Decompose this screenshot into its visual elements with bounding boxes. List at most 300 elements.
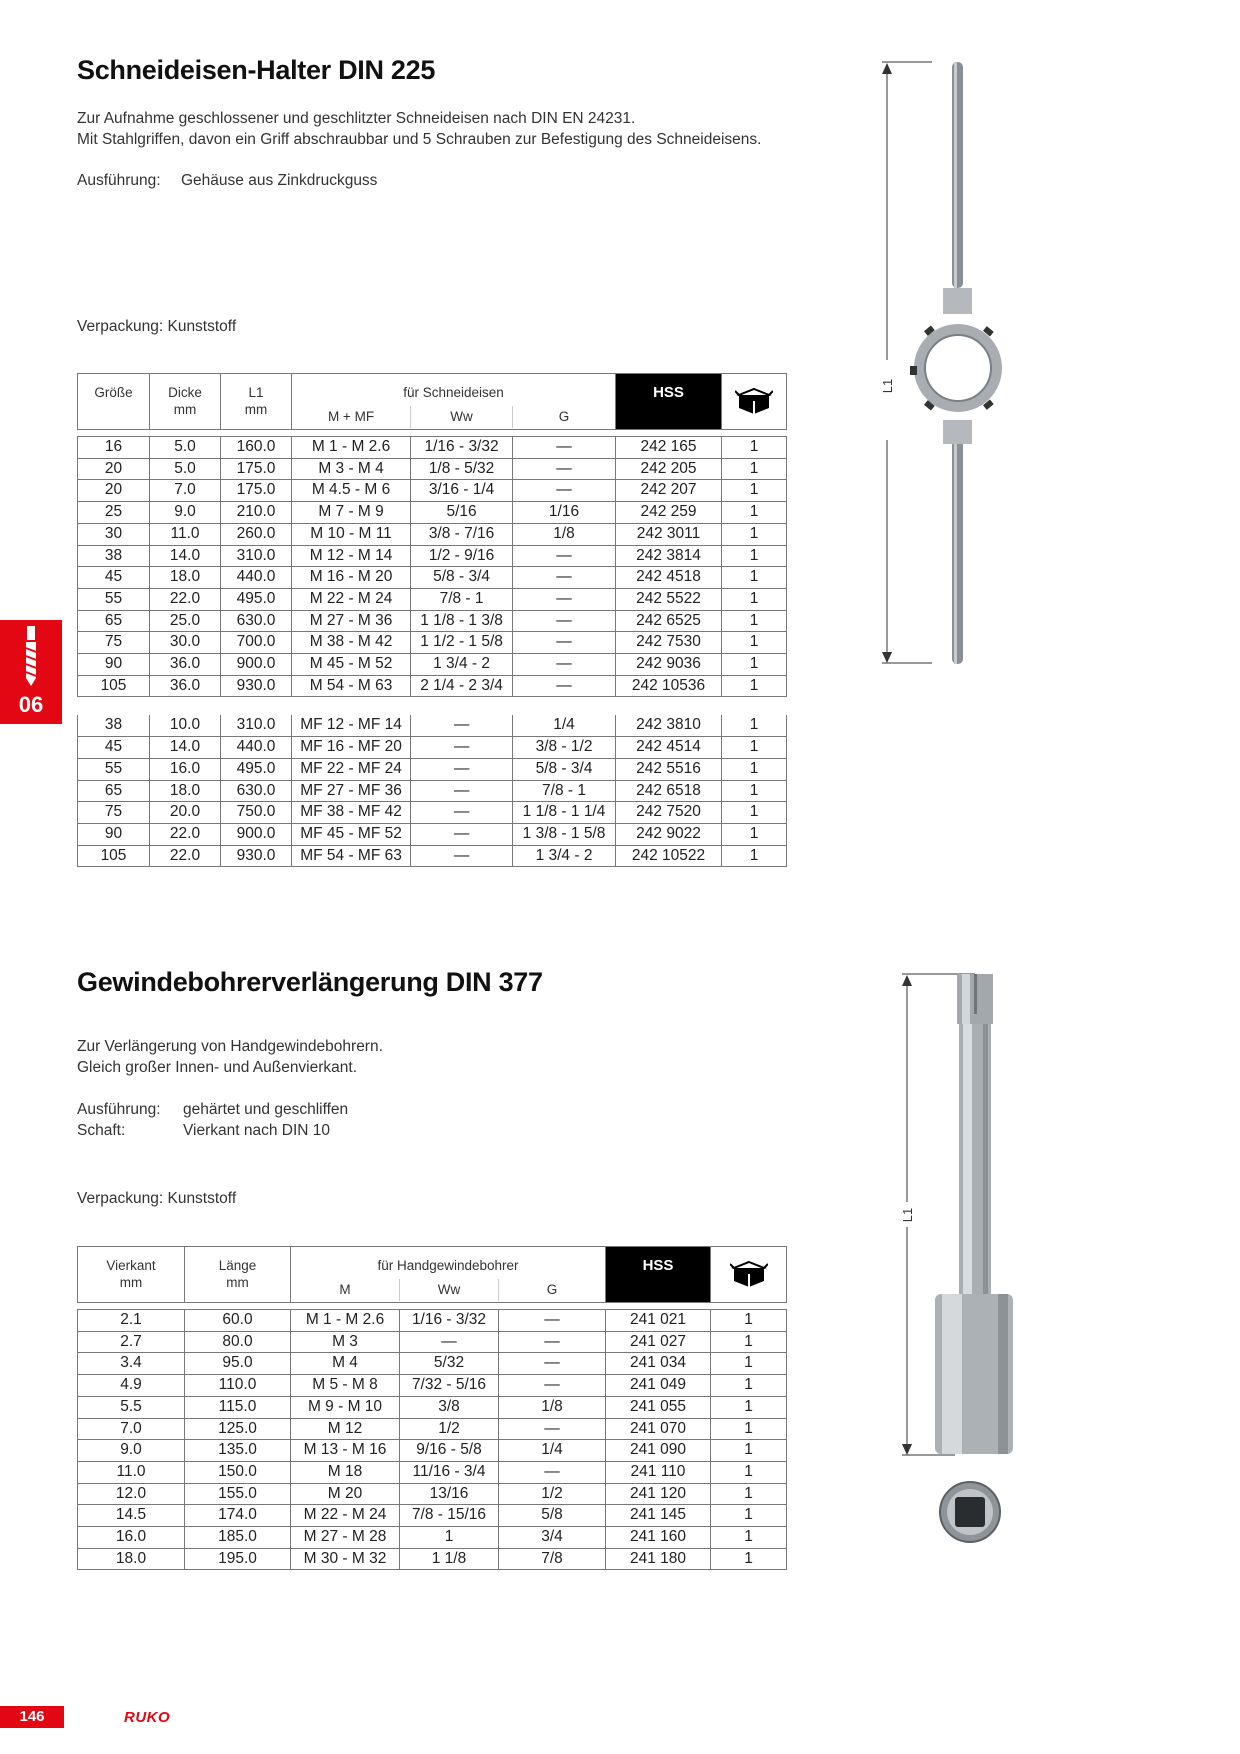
table-cell: M 9 - M 10 [291,1396,400,1418]
ausfuehrung-label: Ausführung: [77,172,161,189]
table-cell: 1 [722,567,787,589]
table-cell: 241 021 [606,1310,711,1332]
table-cell: 7.0 [78,1418,185,1440]
table-cell: 16.0 [78,1527,185,1549]
table-cell: 1 [722,802,787,824]
table-cell: 242 3814 [616,545,722,567]
table-cell: 1 1/8 - 1 1/4 [513,802,616,824]
table-cell: — [411,737,513,759]
table-cell: 65 [78,780,150,802]
chapter-number: 06 [18,692,44,717]
table-cell: 1/8 [513,523,616,545]
section1-table-mf-row [78,823,787,845]
col-header-thickness: Dicke mm [150,374,221,430]
table-cell: 80.0 [185,1331,291,1353]
table-cell: 1 [711,1353,787,1375]
table-cell: M 10 - M 11 [292,523,411,545]
table-cell: 90 [78,654,150,676]
table-cell: 242 10536 [616,675,722,697]
table-cell: 55 [78,758,150,780]
table-cell: 1 [722,523,787,545]
table-cell: 900.0 [221,823,292,845]
table-cell: 2.1 [78,1310,185,1332]
table-cell: 242 9022 [616,823,722,845]
table-cell: 241 090 [606,1440,711,1462]
table-cell: M 27 - M 36 [292,610,411,632]
table-cell: 14.0 [150,737,221,759]
col-header-l1: L1 mm [221,374,292,430]
table-cell: 242 207 [616,480,722,502]
table-cell: 242 7520 [616,802,722,824]
table-cell: 13/16 [400,1483,499,1505]
table-cell: M 45 - M 52 [292,654,411,676]
table-cell: — [498,1353,605,1375]
table-cell: 1 [711,1396,787,1418]
section1-table-row [78,523,787,545]
table-cell: 3/16 - 1/4 [411,480,513,502]
section2-table-row [78,1548,787,1570]
table-cell: 242 6518 [616,780,722,802]
table-cell: 105 [78,675,150,697]
table-cell: 241 027 [606,1331,711,1353]
table-cell: M 54 - M 63 [292,675,411,697]
section1-table-row [78,502,787,524]
table-cell: 1 [722,780,787,802]
table-cell: 5/8 - 3/4 [411,567,513,589]
table-cell: M 20 [291,1483,400,1505]
table-cell: M 3 - M 4 [292,458,411,480]
dim-label-l1: L1 [880,378,895,394]
table-cell: 241 120 [606,1483,711,1505]
table-cell: 5/8 [498,1505,605,1527]
table-cell: 242 10522 [616,845,722,867]
table-cell: 135.0 [185,1440,291,1462]
table-cell: M 4 [291,1353,400,1375]
table-cell: 38 [78,545,150,567]
table-cell: 930.0 [221,675,292,697]
table-cell: 242 205 [616,458,722,480]
table-cell: 241 160 [606,1527,711,1549]
table-cell: 160.0 [221,437,292,459]
section1-table-row [78,675,787,697]
table-cell: 1 [722,632,787,654]
section2-table-row [78,1505,787,1527]
col-header-square: Vierkant mm [78,1247,185,1303]
table-cell: 1 [722,737,787,759]
table-cell: M 13 - M 16 [291,1440,400,1462]
table-cell: 1 [722,715,787,736]
table-cell: 1 [722,502,787,524]
table-cell: 1 1/2 - 1 5/8 [411,632,513,654]
table-cell: 12.0 [78,1483,185,1505]
table-cell: 110.0 [185,1375,291,1397]
table-cell: 241 034 [606,1353,711,1375]
table-cell: 242 4514 [616,737,722,759]
table-cell: 25.0 [150,610,221,632]
table-cell: 1 [711,1310,787,1332]
table-cell: 242 7530 [616,632,722,654]
table-cell: 242 3810 [616,715,722,736]
table-cell: 1 [722,654,787,676]
table-cell: 310.0 [221,545,292,567]
section2-desc-line1: Zur Verlängerung von Handgewindebohrern. [77,1038,383,1055]
table-cell: 22.0 [150,588,221,610]
section2-table [77,1246,787,1570]
section1-table-mf-row [78,780,787,802]
section2-description [77,1036,383,1078]
table-cell: — [513,588,616,610]
table-cell: — [513,567,616,589]
table-cell: M 4.5 - M 6 [292,480,411,502]
package-box-icon [722,374,787,430]
table-cell: 310.0 [221,715,292,736]
table-cell: — [513,675,616,697]
section1-table-row [78,545,787,567]
table-cell: 242 5522 [616,588,722,610]
ausfuehrung-value-2: gehärtet und geschliffen [183,1101,349,1118]
table-cell: 75 [78,632,150,654]
table-cell: 242 259 [616,502,722,524]
col-header-g-2: G [546,1282,558,1297]
table-cell: — [513,458,616,480]
table-cell: 1 [711,1527,787,1549]
section1-table-row [78,610,787,632]
table-cell: M 1 - M 2.6 [291,1310,400,1332]
section1-table-mf-row [78,737,787,759]
table-cell: 1 [722,588,787,610]
table-cell: 1 [711,1483,787,1505]
table-cell: — [498,1461,605,1483]
table-cell: 5/16 [411,502,513,524]
table-cell: 45 [78,737,150,759]
section2-table-row [78,1353,787,1375]
table-cell: — [498,1310,605,1332]
table-cell: 1 [711,1331,787,1353]
table-cell: 1/16 - 3/32 [411,437,513,459]
table-cell: 242 3011 [616,523,722,545]
col-header-tap-group: für Handgewindebohrer M Ww G [291,1247,606,1303]
table-cell: 9.0 [150,502,221,524]
table-cell: M 38 - M 42 [292,632,411,654]
table-cell: 1 [722,610,787,632]
die-holder-drawing [860,60,1010,670]
section1-title: Schneideisen-Halter DIN 225 [77,55,436,85]
section2-table-row [78,1396,787,1418]
col-header-hss-2: HSS [606,1247,711,1303]
table-cell: — [513,654,616,676]
table-cell: 630.0 [221,780,292,802]
table-cell: MF 22 - MF 24 [292,758,411,780]
table-cell: 1 [711,1418,787,1440]
table-cell: 9/16 - 5/8 [400,1440,499,1462]
table-cell: 241 070 [606,1418,711,1440]
table-cell: 65 [78,610,150,632]
section1-table-row [78,458,787,480]
table-cell: 1 [711,1505,787,1527]
section1-table-row [78,654,787,676]
table-cell: — [513,480,616,502]
table-cell: — [513,632,616,654]
table-cell: 11.0 [150,523,221,545]
table-cell: 5.0 [150,437,221,459]
col-header-m-mf: M + MF [292,406,411,428]
table-cell: 155.0 [185,1483,291,1505]
table-cell: 115.0 [185,1396,291,1418]
section1-packaging: Verpackung: Kunststoff [77,318,237,335]
section2-desc-line2: Gleich großer Innen- und Außenvierkant. [77,1059,358,1076]
table-cell: 1 [400,1527,499,1549]
table-cell: 242 6525 [616,610,722,632]
section1-table-mf-row [78,758,787,780]
table-cell: 210.0 [221,502,292,524]
table-cell: 1/8 - 5/32 [411,458,513,480]
table-cell: 20.0 [150,802,221,824]
table-cell: 1 [722,480,787,502]
section1-table-row [78,480,787,502]
section2-table-row [78,1527,787,1549]
table-cell: 3/8 [400,1396,499,1418]
table-cell: 1 [722,675,787,697]
section2-table-row [78,1375,787,1397]
table-cell: 495.0 [221,758,292,780]
table-cell: 75 [78,802,150,824]
table-cell: 20 [78,480,150,502]
table-cell: 1/4 [498,1440,605,1462]
table-cell: 3.4 [78,1353,185,1375]
table-cell: — [513,610,616,632]
table-cell: 22.0 [150,845,221,867]
col-header-ww-2: Ww [400,1279,499,1301]
table-cell: — [411,715,513,736]
table-cell: M 16 - M 20 [292,567,411,589]
table-cell: 55 [78,588,150,610]
table-cell: M 12 - M 14 [292,545,411,567]
table-cell: 38 [78,715,150,736]
table-cell: M 7 - M 9 [292,502,411,524]
col-header-m: M [291,1279,400,1301]
section1-table-mf-row [78,802,787,824]
section1-table-row [78,588,787,610]
section2-table-row [78,1331,787,1353]
table-cell: — [498,1331,605,1353]
table-cell: — [411,845,513,867]
table-cell: 5/8 - 3/4 [513,758,616,780]
table-cell: MF 16 - MF 20 [292,737,411,759]
table-cell: 1 3/8 - 1 5/8 [513,823,616,845]
section2-header-row [78,1247,787,1303]
section1-header-row [78,374,787,430]
table-cell: 125.0 [185,1418,291,1440]
table-cell: 14.0 [150,545,221,567]
section2-specs [77,1099,348,1141]
table-cell: — [498,1418,605,1440]
table-cell: MF 38 - MF 42 [292,802,411,824]
table-cell: 36.0 [150,654,221,676]
table-cell: M 3 [291,1331,400,1353]
section1-desc-line2: Mit Stahlgriffen, davon ein Griff abschraubbar und 5 Schrauben zur Befestigung des Schneideisens. [77,131,762,148]
table-cell: 750.0 [221,802,292,824]
table-cell: 630.0 [221,610,292,632]
table-cell: 18.0 [150,567,221,589]
table-cell: 7.0 [150,480,221,502]
ausfuehrung-label-2: Ausführung: [77,1101,161,1118]
section1-table-row [78,437,787,459]
table-cell: M 5 - M 8 [291,1375,400,1397]
table-cell: 195.0 [185,1548,291,1570]
table-cell: 105 [78,845,150,867]
section2-packaging: Verpackung: Kunststoff [77,1190,237,1207]
table-cell: 175.0 [221,458,292,480]
table-cell: — [411,780,513,802]
section1-table-mf-row [78,845,787,867]
table-cell: 1 3/4 - 2 [513,845,616,867]
table-cell: 241 145 [606,1505,711,1527]
table-cell: 30 [78,523,150,545]
table-cell: 1 [722,458,787,480]
section2-title: Gewindebohrerverlängerung DIN 377 [77,967,543,997]
table-cell: 1 [711,1548,787,1570]
tap-extension-drawing [880,972,1020,1552]
table-cell: M 22 - M 24 [291,1505,400,1527]
table-cell: 241 055 [606,1396,711,1418]
table-cell: 175.0 [221,480,292,502]
table-cell: 242 9036 [616,654,722,676]
section1-ausfuehrung [77,170,377,191]
table-cell: 3/8 - 7/16 [411,523,513,545]
table-cell: 18.0 [78,1548,185,1570]
page-number: 146 [0,1706,64,1728]
table-cell: 1/16 - 3/32 [400,1310,499,1332]
table-cell: 242 5516 [616,758,722,780]
table-cell: 7/32 - 5/16 [400,1375,499,1397]
table-cell: 20 [78,458,150,480]
table-cell: 90 [78,823,150,845]
table-cell: 16.0 [150,758,221,780]
table-cell: 7/8 - 15/16 [400,1505,499,1527]
table-cell: 1 [722,845,787,867]
col-header-g: G [558,409,570,424]
brand-logo: RUKO [124,1709,171,1726]
section1-table-row [78,567,787,589]
table-cell: MF 54 - MF 63 [292,845,411,867]
table-cell: 440.0 [221,567,292,589]
table-cell: 9.0 [78,1440,185,1462]
table-cell: — [411,823,513,845]
table-cell: 241 049 [606,1375,711,1397]
table-cell: 1 [722,545,787,567]
table-cell: 60.0 [185,1310,291,1332]
table-cell: 242 4518 [616,567,722,589]
table-cell: — [513,437,616,459]
section2-table-row [78,1440,787,1462]
table-cell: 10.0 [150,715,221,736]
table-cell: 150.0 [185,1461,291,1483]
table-cell: 1/2 [498,1483,605,1505]
table-cell: — [498,1375,605,1397]
section2-table-row [78,1461,787,1483]
section1-table-mf-row [78,715,787,736]
table-cell: 18.0 [150,780,221,802]
schaft-label: Schaft: [77,1122,126,1139]
ausfuehrung-value: Gehäuse aus Zinkdruckguss [181,172,378,189]
table-cell: 5/32 [400,1353,499,1375]
table-cell: 95.0 [185,1353,291,1375]
table-cell: 2 1/4 - 2 3/4 [411,675,513,697]
table-cell: 7/8 - 1 [513,780,616,802]
table-cell: 1 [711,1461,787,1483]
section2-table-row [78,1483,787,1505]
table-cell: 11.0 [78,1461,185,1483]
table-cell: 174.0 [185,1505,291,1527]
table-cell: 1 1/8 - 1 3/8 [411,610,513,632]
col-header-hss: HSS [616,374,722,430]
package-box-icon [711,1247,787,1303]
section1-table [77,373,787,867]
table-cell: 1 [722,823,787,845]
section1-desc-line1: Zur Aufnahme geschlossener und geschlitzter Schneideisen nach DIN EN 24231. [77,110,636,127]
table-cell: 5.5 [78,1396,185,1418]
table-cell: MF 45 - MF 52 [292,823,411,845]
table-cell: 495.0 [221,588,292,610]
table-cell: 14.5 [78,1505,185,1527]
section2-table-row [78,1310,787,1332]
table-cell: 45 [78,567,150,589]
col-header-size: Größe [78,374,150,430]
schaft-value: Vierkant nach DIN 10 [183,1122,331,1139]
table-cell: MF 12 - MF 14 [292,715,411,736]
table-cell: M 12 [291,1418,400,1440]
table-cell: 1/2 - 9/16 [411,545,513,567]
table-cell: — [513,545,616,567]
table-cell: 4.9 [78,1375,185,1397]
table-cell: 30.0 [150,632,221,654]
table-cell: 11/16 - 3/4 [400,1461,499,1483]
table-cell: 7/8 - 1 [411,588,513,610]
dim-label-l1-2: L1 [900,1207,915,1223]
table-cell: 1/16 [513,502,616,524]
table-cell: MF 27 - MF 36 [292,780,411,802]
table-cell: 1 [722,758,787,780]
table-cell: 900.0 [221,654,292,676]
table-cell: 260.0 [221,523,292,545]
table-cell: 241 180 [606,1548,711,1570]
table-cell: 185.0 [185,1527,291,1549]
col-header-ww: Ww [411,406,513,428]
table-cell: 3/8 - 1/2 [513,737,616,759]
table-cell: 22.0 [150,823,221,845]
col-header-length: Länge mm [185,1247,291,1303]
table-cell: M 18 [291,1461,400,1483]
table-cell: M 30 - M 32 [291,1548,400,1570]
table-cell: — [411,758,513,780]
table-cell: 1/8 [498,1396,605,1418]
table-cell: 1 3/4 - 2 [411,654,513,676]
table-cell: 440.0 [221,737,292,759]
table-cell: 2.7 [78,1331,185,1353]
table-cell: 5.0 [150,458,221,480]
table-cell: 1/2 [400,1418,499,1440]
table-cell: 930.0 [221,845,292,867]
table-cell: 36.0 [150,675,221,697]
section1-description [77,108,761,150]
table-cell: — [411,802,513,824]
table-cell: 1 1/8 [400,1548,499,1570]
section2-table-row [78,1418,787,1440]
table-cell: 16 [78,437,150,459]
table-cell: M 22 - M 24 [292,588,411,610]
table-cell: — [400,1331,499,1353]
table-cell: 1 [711,1375,787,1397]
